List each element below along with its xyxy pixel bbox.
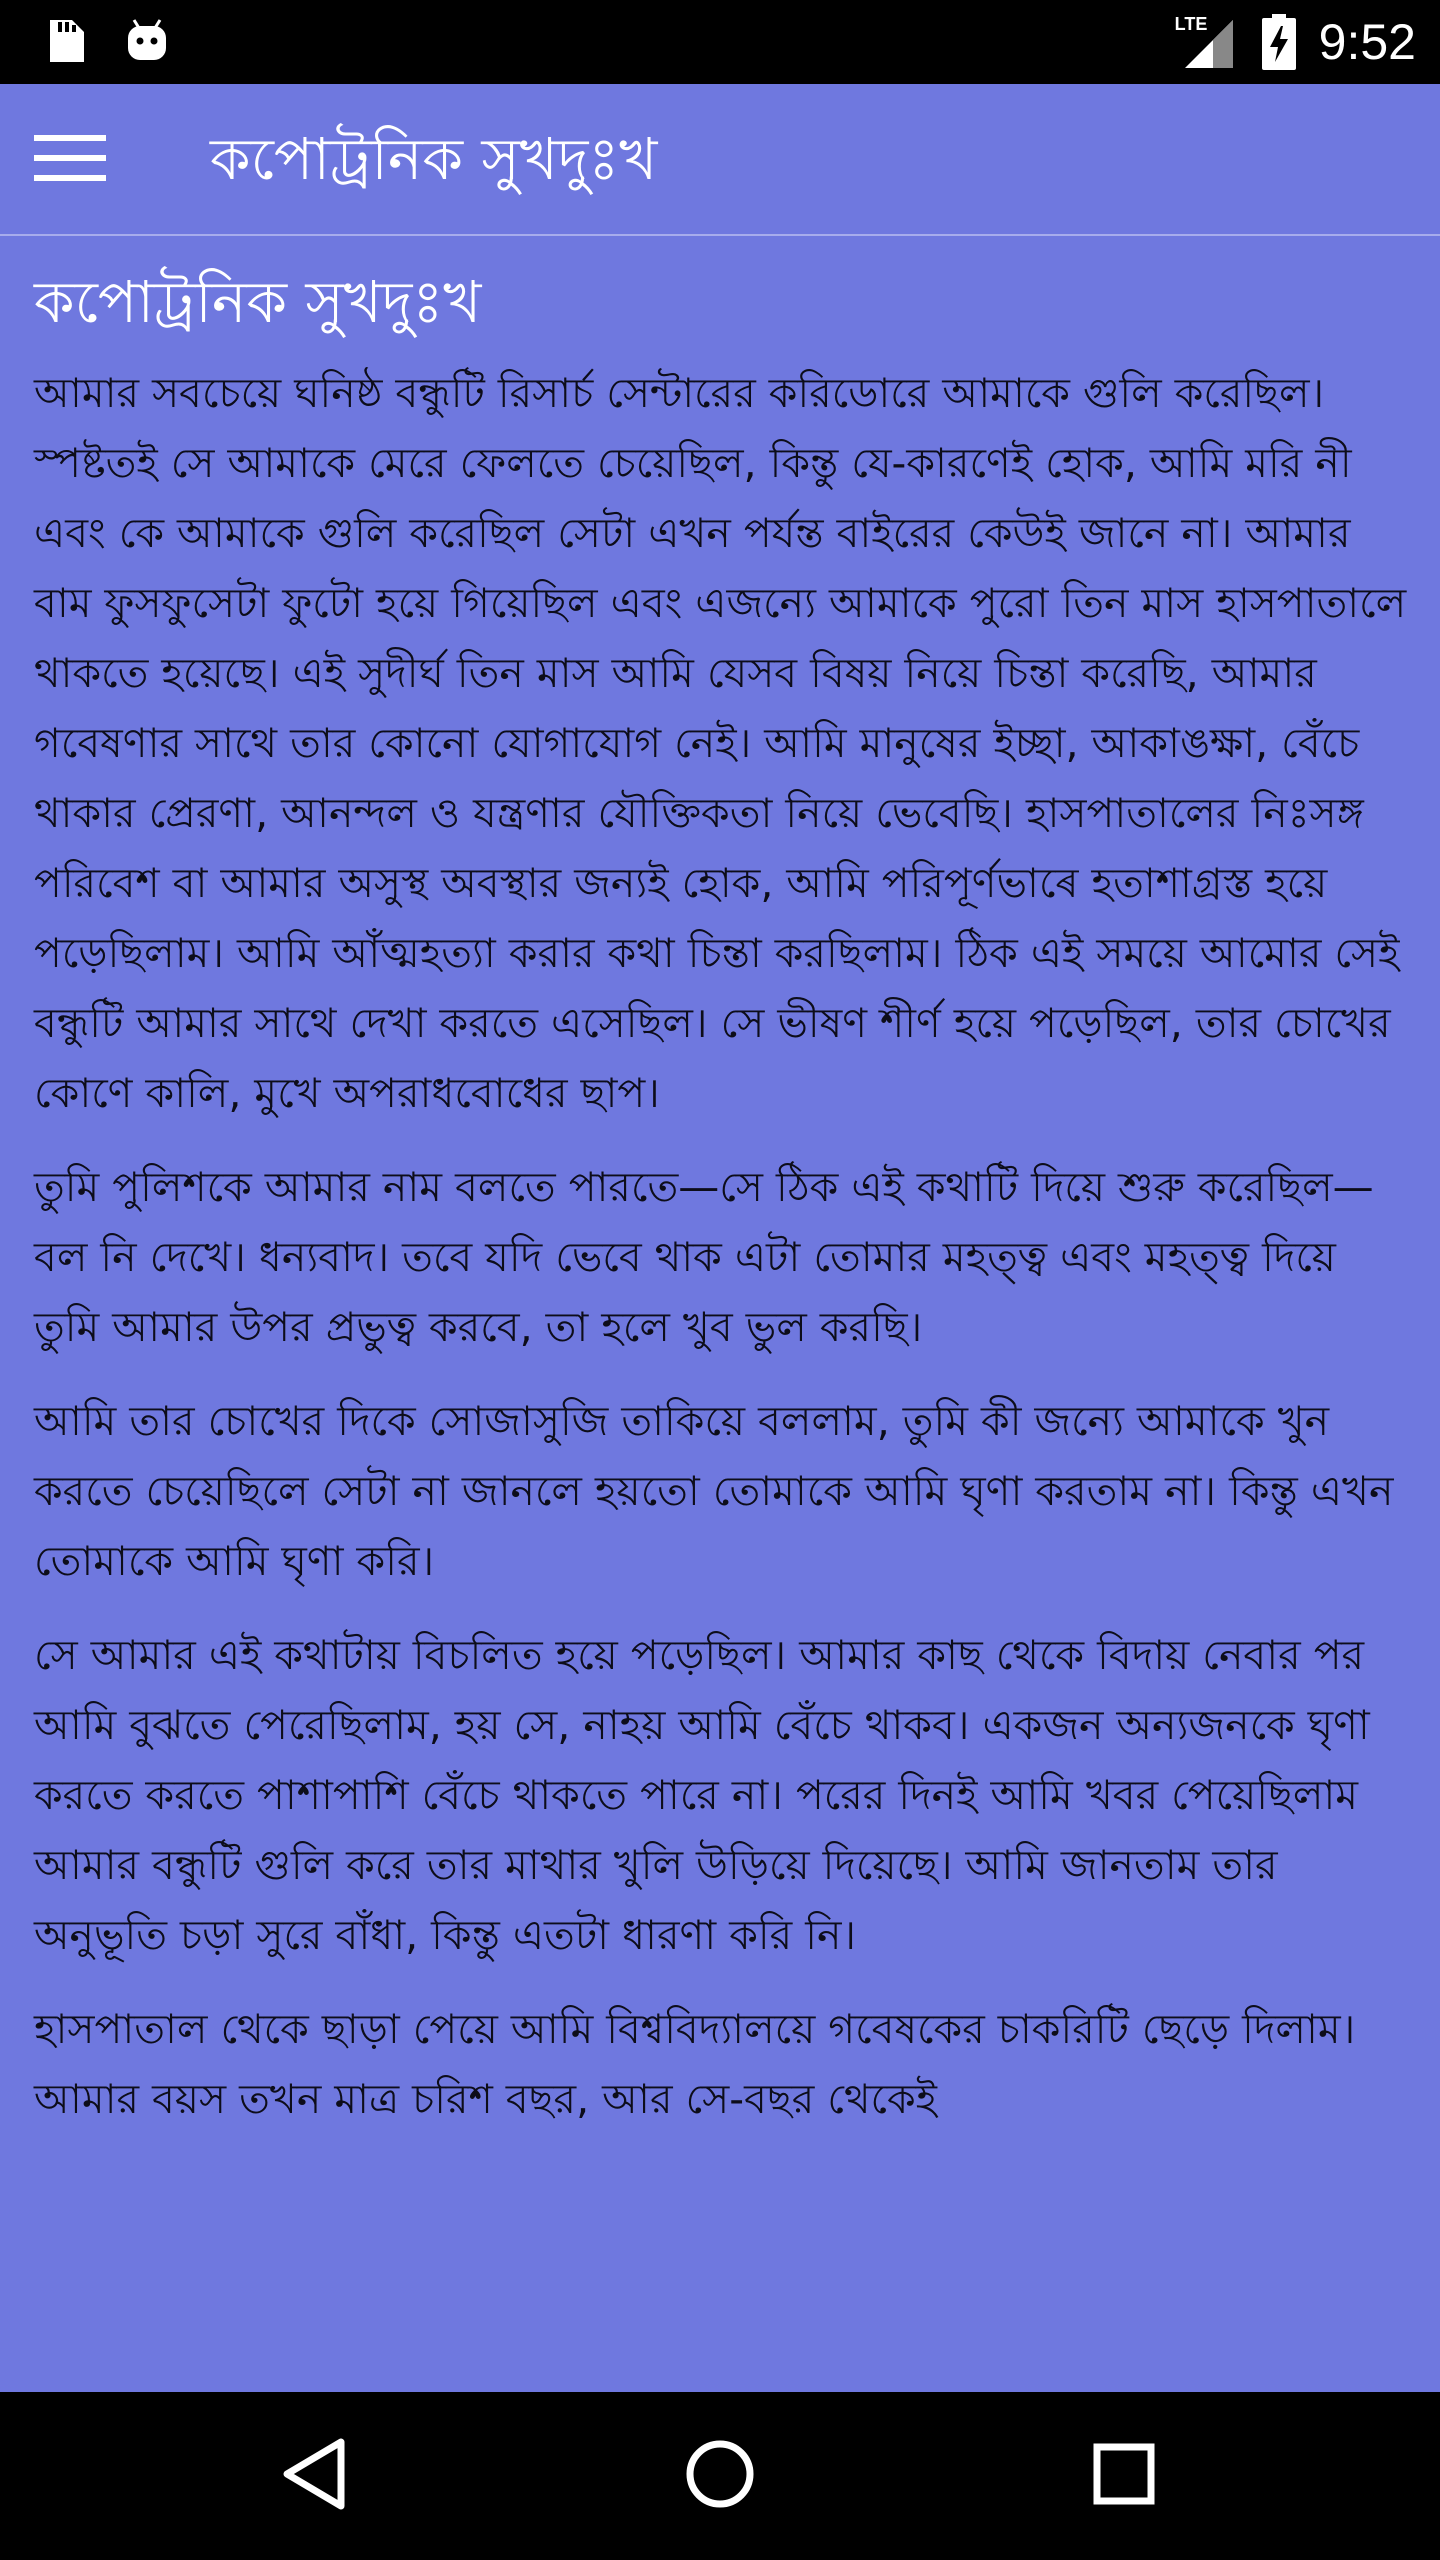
navigation-bar xyxy=(0,2392,1440,2560)
signal-icon xyxy=(1175,12,1239,72)
recents-square-icon xyxy=(1092,2442,1156,2510)
status-indicators xyxy=(1175,0,1416,84)
article-paragraph: আমি তার চোখের দিকে সোজাসুজি তাকিয়ে বললাম, তুমি কী জন্যে আমাকে খুন করতে চেয়েছিলে সেটা না জানলে হয়তো তোমাকে আমি ঘৃণা করতাম না। কিন্তু এখন তোমাকে আমি ঘৃণা করি। xyxy=(34,1397,1394,1585)
battery-charging-icon xyxy=(1261,14,1297,70)
recents-button[interactable] xyxy=(1074,2426,1174,2526)
status-bar xyxy=(0,0,1440,84)
android-icon xyxy=(120,14,174,68)
network-type-label: LTE xyxy=(1174,14,1208,34)
sd-card-icon xyxy=(38,14,92,68)
article-title: কপোট্রনিক সুখদুঃখ xyxy=(34,268,482,336)
back-button[interactable] xyxy=(264,2426,364,2526)
article-paragraph: তুমি পুলিশকে আমার নাম বলতে পারতে—সে ঠিক এই কথাটি দিয়ে শুরু করেছিল—বল নি দেখে। ধন্যবাদ। তবে যদি ভেবে থাক এটা তোমার মহত্ত্ব এবং মহত্ত্ব দিয়ে তুমি আমার উপর প্রভুত্ব করবে, তা হলে খুব ভুল করছি। xyxy=(34,1163,1374,1351)
back-triangle-icon xyxy=(279,2436,349,2516)
app-bar-title: কপোট্রনিক সুখদুঃখ xyxy=(210,125,658,193)
menu-button[interactable] xyxy=(20,112,120,208)
home-circle-icon xyxy=(684,2438,756,2514)
article-paragraph: সে আমার এই কথাটায় বিচলিত হয়ে পড়েছিল। আমার কাছ থেকে বিদায় নেবার পর আমি বুঝতে পেরেছিলাম, হয় সে, নাহয় আমি বেঁচে থাকব। একজন অন্যজনকে ঘৃণা করতে করতে পাশাপাশি বেঁচে থাকতে পারে না। পরের দিনই আমি খবর পেয়েছিলাম আমার বন্ধুটি গুলি করে তার মাথার খুলি উড়িয়ে দিয়েছে। আমি জানতাম তার অনুভূতি চড়া সুরে বাঁধা, কিন্তু এতটা ধারণা করি নি। xyxy=(34,1631,1370,1959)
article-paragraph: হাসপাতাল থেকে ছাড়া পেয়ে আমি বিশ্ববিদ্যালয়ে গবেষকের চাকরিটি ছেড়ে দিলাম। আমার বয়স তখন মাত্র চরিশ বছর, আর সে-বছর থেকেই xyxy=(34,2005,1356,2123)
home-button[interactable] xyxy=(670,2426,770,2526)
hamburger-menu-icon xyxy=(34,131,106,189)
article-content[interactable] xyxy=(0,236,1440,2392)
status-time: 9:52 xyxy=(1318,14,1416,70)
app-bar xyxy=(0,84,1440,236)
article-paragraph: আমার সবচেয়ে ঘনিষ্ঠ বন্ধুটি রিসার্চ সেন্টারের করিডোরে আমাকে গুলি করেছিল। স্পষ্টতই সে আমাকে মেরে ফেলতে চেয়েছিল, কিন্তু যে-কারণেই হোক, আমি মরি নী এবং কে আমাকে গুলি করেছিল সেটা এখন পর্যন্ত বাইরের কেউই জানে না। আমার বাম ফুসফুসেটা ফুটো হয়ে গিয়েছিল এবং এজন্যে আমাকে পুরো তিন মাস হাসপাতালে থাকতে হয়েছে। এই সুদীর্ঘ তিন মাস আমি যেসব বিষয় নিয়ে চিন্তা করেছি, আমার গবেষণার সাথে তার কোনো যোগাযোগ নেই। আমি মানুষের ইচ্ছা, আকাঙক্ষা, বেঁচে থাকার প্রেরণা, আনন্দল ও যন্ত্রণার যৌক্তিকতা নিয়ে ভেবেছি। হাসপাতালের নিঃসঙ্গ পরিবেশ বা আমার অসুস্থ অবস্থার জন্যই হোক, আমি পরিপূর্ণভাৰে হতাশাগ্রস্ত হয়ে পড়েছিলাম। আমি আঁত্মহত্যা করার কথা চিন্তা করছিলাম। ঠিক এই সময়ে আমোর সেই বন্ধুটি আমার সাথে দেখা করতে এসেছিল। সে ভীষণ শীর্ণ হয়ে পড়েছিল, তার চোখের কোণে কালি, মুখে অপরাধবোধের ছাপ। xyxy=(34,369,1407,1117)
